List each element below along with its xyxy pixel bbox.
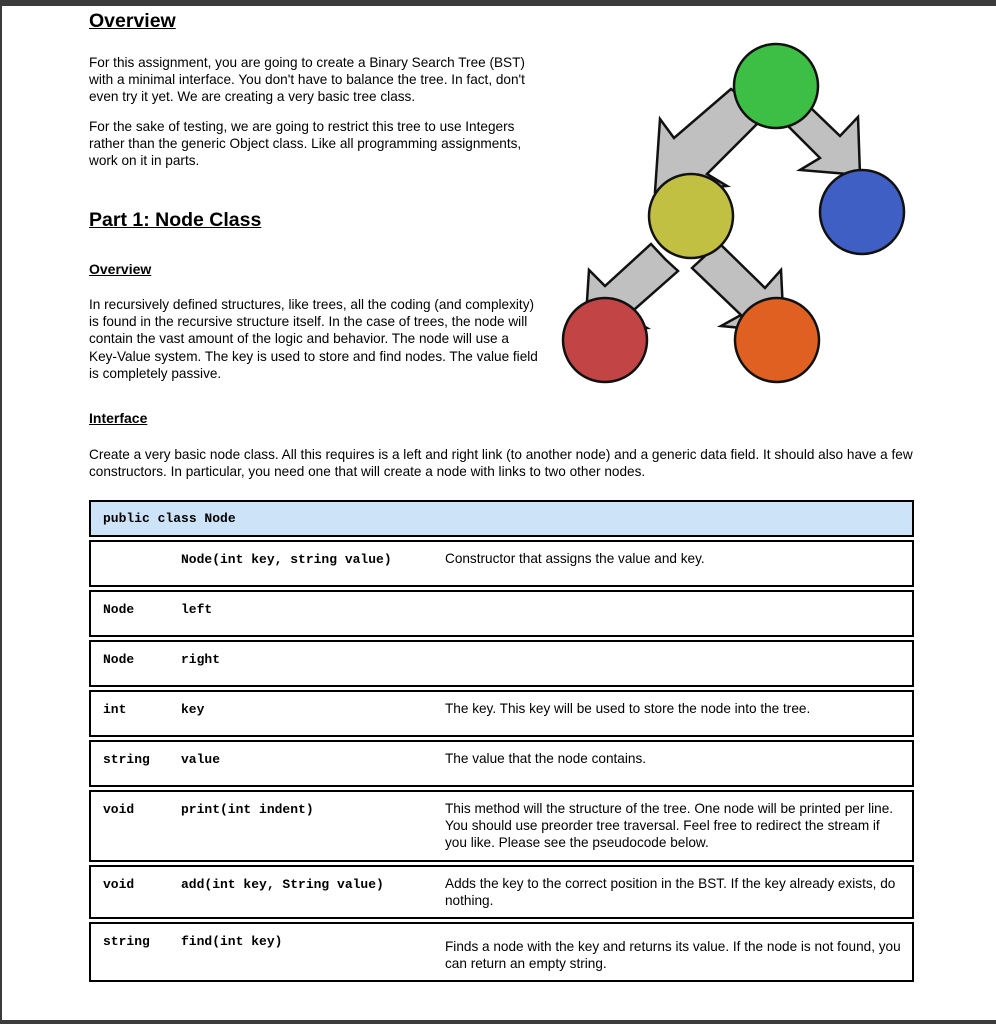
table-row — [89, 865, 914, 919]
part1-overview-paragraph: In recursively defined structures, like trees, all the coding (and complexity) is found in the recursive structure itself. In the case of trees, the node will contain the vast amount of the logic and behavior. The node will use a Key-Value system. The key is used to store and find nodes. The value field is completely passive. — [89, 297, 538, 381]
row-description — [433, 590, 914, 637]
table-row — [89, 790, 914, 862]
row-type: string — [89, 740, 169, 787]
row-member: key — [169, 690, 433, 737]
row-member: print(int indent) — [169, 790, 433, 862]
row-member: find(int key) — [169, 922, 433, 982]
tree-node-bottom-left — [563, 298, 647, 382]
node-class-interface-table — [89, 497, 914, 985]
tree-node-bottom-right — [735, 298, 819, 382]
interface-paragraph: Create a very basic node class. All this requires is a left and right link (to another node) and a generic data field. It should also have a few constructors. In particular, you need one that will create a node with links to two other nodes. — [89, 447, 913, 480]
table-row — [89, 740, 914, 787]
viewer-bottom-bar — [0, 1020, 996, 1024]
document-page — [2, 6, 996, 1020]
row-type: Node — [89, 640, 169, 687]
row-description: This method will the structure of the tree. One node will be printed per line. You should use preorder tree traversal. Feel free to redirect the stream if you like. Please see the pseudocode below. — [433, 790, 914, 862]
row-type: string — [89, 922, 169, 982]
row-description: The key. This key will be used to store the node into the tree. — [433, 690, 914, 737]
overview-heading: Overview — [89, 10, 176, 32]
tree-node-root — [734, 44, 818, 128]
tree-node-right — [820, 170, 904, 254]
row-description — [433, 640, 914, 687]
row-type: void — [89, 790, 169, 862]
tree-node-mid — [649, 174, 733, 258]
table-header-row — [89, 500, 914, 537]
row-type: Node — [89, 590, 169, 637]
part1-overview-heading: Overview — [89, 261, 152, 277]
row-member: value — [169, 740, 433, 787]
table-row — [89, 690, 914, 737]
row-description: The value that the node contains. — [433, 740, 914, 787]
table-row — [89, 590, 914, 637]
table-header: public class Node — [89, 500, 914, 537]
part1-heading: Part 1: Node Class — [89, 209, 262, 231]
row-type: void — [89, 865, 169, 919]
row-member: add(int key, String value) — [169, 865, 433, 919]
row-type: int — [89, 690, 169, 737]
row-member: right — [169, 640, 433, 687]
row-description: Adds the key to the correct position in the BST. If the key already exists, do nothing. — [433, 865, 914, 919]
row-description: Constructor that assigns the value and key. — [433, 540, 914, 587]
row-type — [89, 540, 169, 587]
table-row — [89, 640, 914, 687]
row-member: Node(int key, string value) — [169, 540, 433, 587]
row-description: Finds a node with the key and returns its value. If the node is not found, you can return an empty string. — [433, 922, 914, 982]
overview-paragraph-2: For the sake of testing, we are going to restrict this tree to use Integers rather than the generic Object class. Like all programming assignments, work on it in parts. — [89, 119, 522, 169]
table-row — [89, 922, 914, 982]
interface-heading: Interface — [89, 410, 148, 426]
overview-paragraph-1: For this assignment, you are going to create a Binary Search Tree (BST) with a minimal interface. You don't have to balance the tree. In fact, don't even try it yet. We are creating a very basic tree class. — [89, 55, 525, 105]
row-member: left — [169, 590, 433, 637]
binary-tree-diagram — [555, 34, 915, 394]
table-row — [89, 540, 914, 587]
